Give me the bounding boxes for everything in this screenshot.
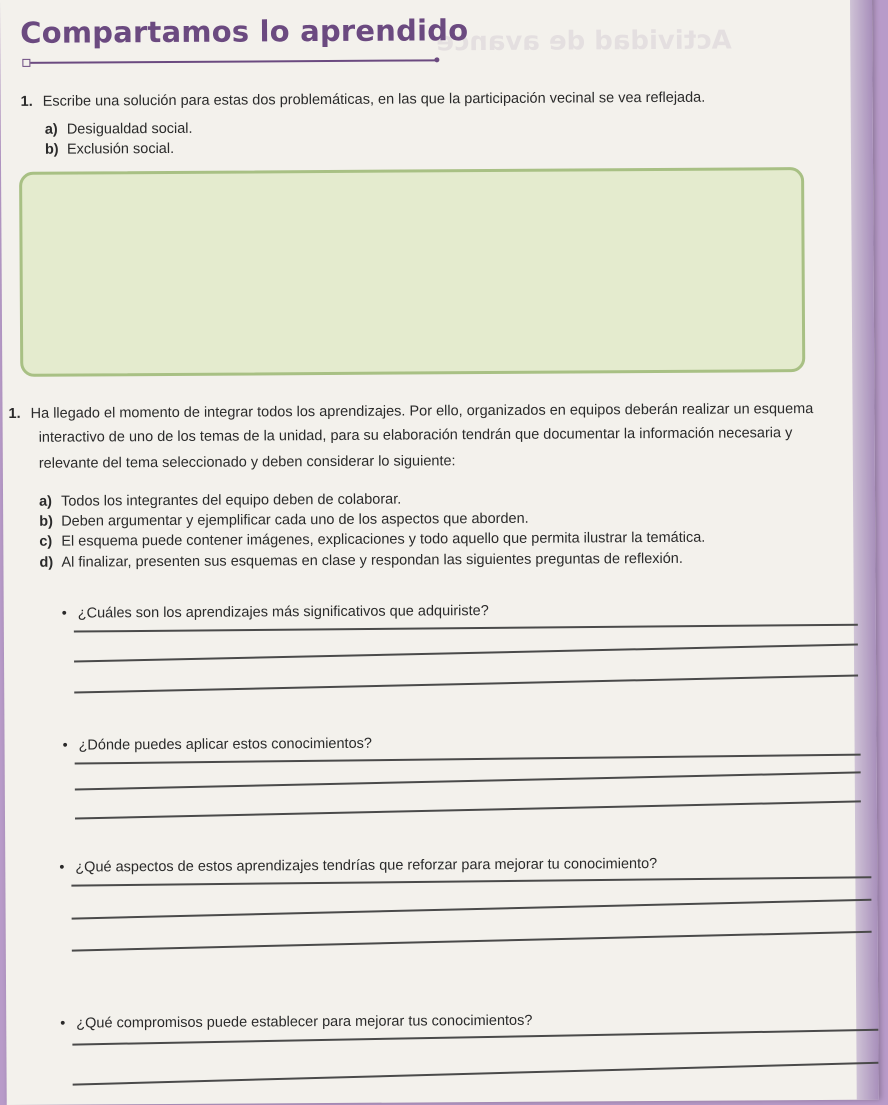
instruction-number: 1. (20, 93, 33, 110)
bullet: • (62, 737, 68, 754)
bullet: • (60, 1015, 66, 1032)
item-text: Deben argumentar y ejemplificar cada uno de los aspectos que aborden. (61, 510, 529, 530)
item-text: El esquema puede contener imágenes, explicaciones y todo aquello que permita ilustrar la temática. (61, 529, 706, 550)
answer-line[interactable] (71, 876, 871, 886)
question-text: ¿Dónde puedes aplicar estos conocimientos? (78, 735, 373, 754)
item-text: Desigualdad social. (66, 120, 193, 138)
list-item (45, 139, 174, 160)
answer-line[interactable] (72, 1029, 878, 1045)
page-title: Compartamos lo aprendido (20, 13, 469, 50)
answer-line[interactable] (74, 643, 858, 662)
list-item (45, 119, 193, 140)
item-letter: c) (39, 533, 53, 550)
answer-line[interactable] (75, 771, 861, 790)
item-letter: d) (39, 554, 54, 571)
bullet: • (59, 859, 65, 876)
instruction-1 (21, 88, 706, 112)
answer-line[interactable] (74, 624, 858, 632)
list-item (39, 528, 705, 552)
instruction-text-line: relevante del tema seleccionado y deben considerar lo siguiente: (38, 453, 456, 472)
list-item (39, 490, 401, 512)
title-underline (24, 59, 436, 64)
question-text: ¿Qué compromisos puede establecer para mejorar tus conocimientos? (76, 1012, 533, 1032)
item-text: Todos los integrantes del equipo deben de colaborar. (61, 491, 402, 510)
answer-line[interactable] (75, 800, 861, 819)
instruction-2 (8, 399, 838, 424)
list-item (39, 549, 683, 573)
reflection-question (62, 603, 489, 622)
bleed-through-text: Actividad de avance (436, 25, 732, 58)
item-letter: a) (44, 121, 58, 138)
instruction-number: 1. (8, 405, 21, 422)
answer-line[interactable] (74, 674, 858, 693)
question-text: ¿Qué aspectos de estos aprendizajes tendrías que reforzar para mejorar tu conocimiento? (75, 856, 658, 876)
question-text: ¿Cuáles son los aprendizajes más significativos que adquiriste? (77, 603, 489, 622)
item-letter: b) (44, 141, 59, 158)
item-letter: b) (39, 513, 53, 530)
reflection-question (60, 1013, 532, 1032)
answer-line[interactable] (73, 1062, 879, 1085)
item-text: Exclusión social. (66, 140, 175, 158)
bullet: • (61, 605, 67, 622)
answer-line[interactable] (72, 899, 872, 919)
page-edge (850, 0, 879, 1100)
instruction-text: Escribe una solución para estas dos problemáticas, en las que la participación vecinal se vea reflejada. (42, 89, 706, 110)
answer-box[interactable] (19, 167, 805, 377)
reflection-question (63, 736, 372, 754)
instruction-text-line: interactivo de uno de los temas de la unidad, para su elaboración tendrán que documentar la información necesaria y (38, 425, 793, 446)
answer-line[interactable] (75, 754, 861, 764)
item-letter: a) (39, 493, 53, 510)
answer-line[interactable] (72, 931, 872, 951)
instruction-text-line: Ha llegado el momento de integrar todos los aprendizajes. Por ello, organizados en equipos deberán realizar un esquema (30, 401, 814, 422)
reflection-question (59, 856, 657, 876)
item-text: Al finalizar, presenten sus esquemas en clase y respondan las siguientes preguntas de reflexión. (61, 550, 683, 571)
